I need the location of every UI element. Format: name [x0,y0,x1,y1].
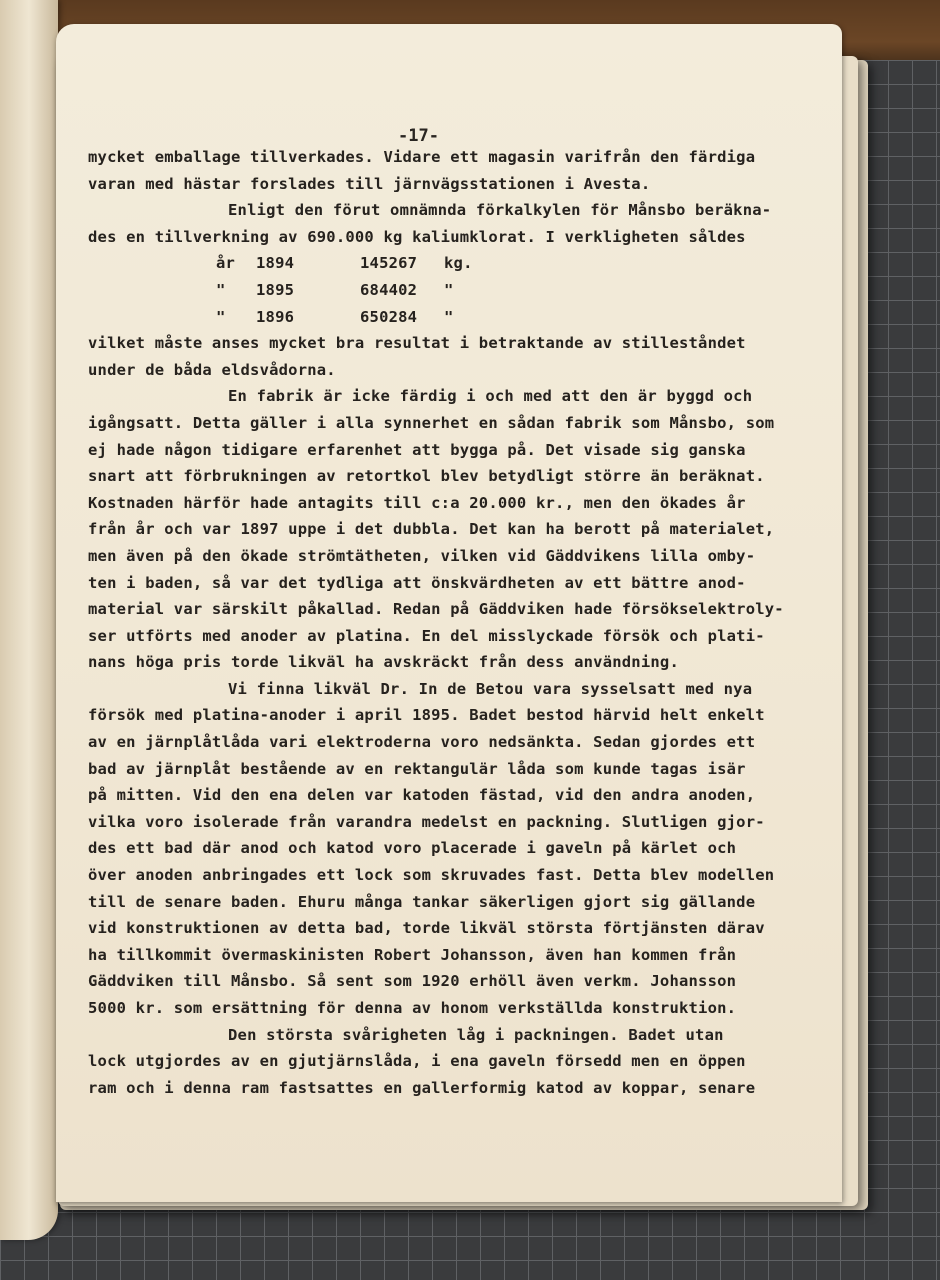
text-line: snart att förbrukningen av retortkol blev betydligt större än beräknat. [88,467,765,486]
paragraph-top [88,144,828,250]
text-line: ten i baden, så var det tydliga att önskvärdheten av ett bättre anod- [88,573,746,592]
text-line: försök med platina-anoder i april 1895. Badet bestod härvid helt enkelt [88,706,765,725]
paragraph-body [88,330,828,1101]
table-cell-unit: " [444,280,454,299]
text-line: vilka voro isolerade från varandra medelst en packning. Slutligen gjor- [88,812,765,831]
text-line: lock utgjordes av en gjutjärnslåda, i ena gaveln försedd men en öppen [88,1052,746,1071]
text-line: men även på den ökade strömtätheten, vilken vid Gäddvikens lilla omby- [88,546,756,565]
table-cell-year: 1895 [256,280,295,299]
text-line: vid konstruktionen av detta bad, torde likväl största förtjänsten därav [88,919,765,938]
text-line: des en tillverkning av 690.000 kg kaliumklorat. I verkligheten såldes [88,227,746,246]
table-cell-year: 1894 [256,254,295,273]
sales-table [88,250,828,330]
text-line: ser utförts med anoder av platina. En del misslyckade försök och plati- [88,626,765,645]
text-line: över anoden anbringades ett lock som skruvades fast. Detta blev modellen [88,866,775,885]
table-cell-label: " [216,307,226,326]
text-line: bad av järnplåt bestående av en rektangulär låda som kunde tagas isär [88,759,746,778]
text-line: En fabrik är icke färdig i och med att den är byggd och [228,387,753,406]
table-row [88,304,828,331]
text-line: från år och var 1897 uppe i det dubbla. Det kan ha berott på materialet, [88,520,775,539]
page-number: -17- [398,126,439,146]
text-line: material var särskilt påkallad. Redan på Gäddviken hade försökselektroly- [88,600,784,619]
text-line: 5000 kr. som ersättning för denna av honom verkställda konstruktion. [88,999,737,1017]
text-line: till de senare baden. Ehuru många tankar säkerligen gjort sig gällande [88,892,756,911]
text-line: mycket emballage tillverkades. Vidare ett magasin varifrån den färdiga [88,148,756,166]
text-line: Enligt den förut omnämnda förkalkylen för Månsbo beräkna- [228,201,772,220]
text-line: Gäddviken till Månsbo. Så sent som 1920 erhöll även verkm. Johansson [88,972,737,991]
typed-text-body [88,144,828,1101]
table-row [88,250,828,277]
table-cell-label: år [216,254,236,273]
text-line: igångsatt. Detta gäller i alla synnerhet en sådan fabrik som Månsbo, som [88,413,775,432]
text-line: vilket måste anses mycket bra resultat i betraktande av stilleståndet [88,334,746,353]
table-cell-year: 1896 [256,307,295,326]
table-cell-value: 145267 [360,254,418,273]
table-cell-value: 650284 [360,307,418,326]
table-row [88,277,828,304]
text-line: des ett bad där anod och katod voro placerade i gaveln på kärlet och [88,839,737,858]
table-cell-label: " [216,280,226,299]
table-cell-value: 684402 [360,280,418,299]
facing-page-edge [0,0,58,1240]
text-line: varan med hästar forslades till järnvägsstationen i Avesta. [88,174,651,193]
text-line: Kostnaden härför hade antagits till c:a 20.000 kr., men den ökades år [88,493,746,512]
text-line: ram och i denna ram fastsattes en gallerformig katod av koppar, senare [88,1078,756,1097]
table-cell-unit: " [444,307,454,326]
text-line: Vi finna likväl Dr. In de Betou vara sysselsatt med nya [228,679,753,698]
table-cell-unit: kg. [444,254,473,273]
text-line: nans höga pris torde likväl ha avskräckt från dess användning. [88,653,679,672]
text-line: på mitten. Vid den ena delen var katoden fästad, vid den andra anoden, [88,786,756,805]
text-line: ej hade någon tidigare erfarenhet att bygga på. Det visade sig ganska [88,440,746,459]
text-line: under de båda eldsvådorna. [88,360,336,379]
text-line: av en järnplåtlåda vari elektroderna voro nedsänkta. Sedan gjordes ett [88,733,756,752]
text-line: Den största svårigheten låg i packningen. Badet utan [228,1025,724,1044]
text-line: ha tillkommit övermaskinisten Robert Johansson, även han kommen från [88,945,737,964]
